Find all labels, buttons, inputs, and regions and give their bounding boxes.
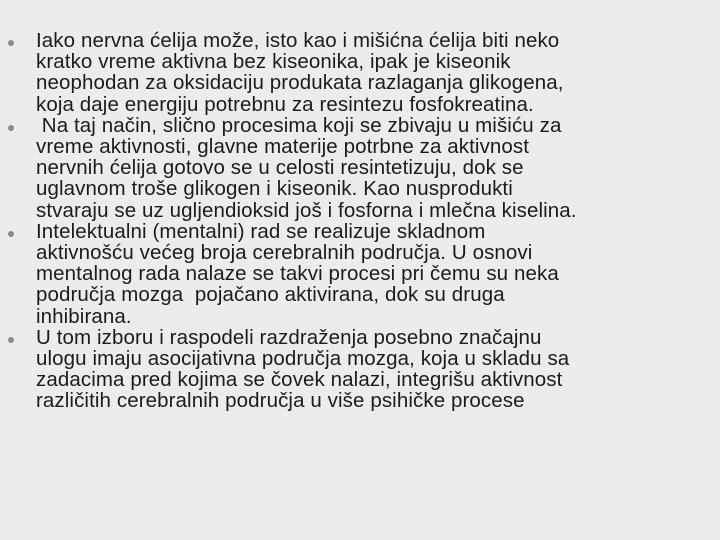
text-line: kratko vreme aktivna bez kiseonika, ipak je kiseonik — [36, 50, 511, 74]
text-line: ulogu imaju asocijativna područja mozga, koja u skladu sa — [36, 347, 570, 371]
bullet-item — [0, 221, 720, 327]
bullet-dot-icon — [8, 125, 14, 131]
text-line: koja daje energiju potrebnu za resintezu fosfokreatina. — [36, 92, 534, 116]
bullet-dot-icon — [8, 231, 14, 237]
bullet-text — [36, 30, 720, 115]
bullet-list — [0, 30, 720, 412]
bullet-text — [36, 221, 720, 327]
text-line: vreme aktivnosti, glavne materije potrbne za aktivnost — [36, 135, 530, 159]
text-line: Na taj način, slično procesima koji se zbivaju u mišiću za — [36, 113, 562, 137]
text-line: nervnih ćelija gotovo se u celosti resintetizuju, dok se — [36, 156, 524, 180]
bullet-item — [0, 327, 720, 412]
text-line: Intelektualni (mentalni) rad se realizuje skladnom — [36, 219, 486, 243]
bullet-dot-icon — [8, 40, 14, 46]
text-line: inhibirana. — [36, 304, 132, 328]
text-line: neophodan za oksidaciju produkata razlaganja glikogena, — [36, 71, 564, 95]
bullet-item — [0, 30, 720, 115]
bullet-item — [0, 115, 720, 221]
bullet-dot-icon — [8, 337, 14, 343]
text-line: uglavnom troše glikogen i kiseonik. Kao nusprodukti — [36, 177, 513, 201]
text-line: različitih cerebralnih područja u više psihičke procese — [36, 389, 525, 413]
text-line: zadacima pred kojima se čovek nalazi, integrišu aktivnost — [36, 368, 563, 392]
text-line: aktivnošću većeg broja cerebralnih područja. U osnovi — [36, 241, 533, 265]
text-line: Iako nervna ćelija može, isto kao i mišićna ćelija biti neko — [36, 29, 560, 52]
bullet-text — [36, 327, 720, 412]
text-line: U tom izboru i raspodeli razdraženja posebno značajnu — [36, 325, 542, 349]
text-line: područja mozga pojačano aktivirana, dok su druga — [36, 283, 505, 307]
text-line: mentalnog rada nalaze se takvi procesi pri čemu su neka — [36, 262, 559, 286]
text-line: stvaraju se uz ugljendioksid još i fosforna i mlečna kiselina. — [36, 198, 577, 222]
bullet-text — [36, 115, 720, 221]
